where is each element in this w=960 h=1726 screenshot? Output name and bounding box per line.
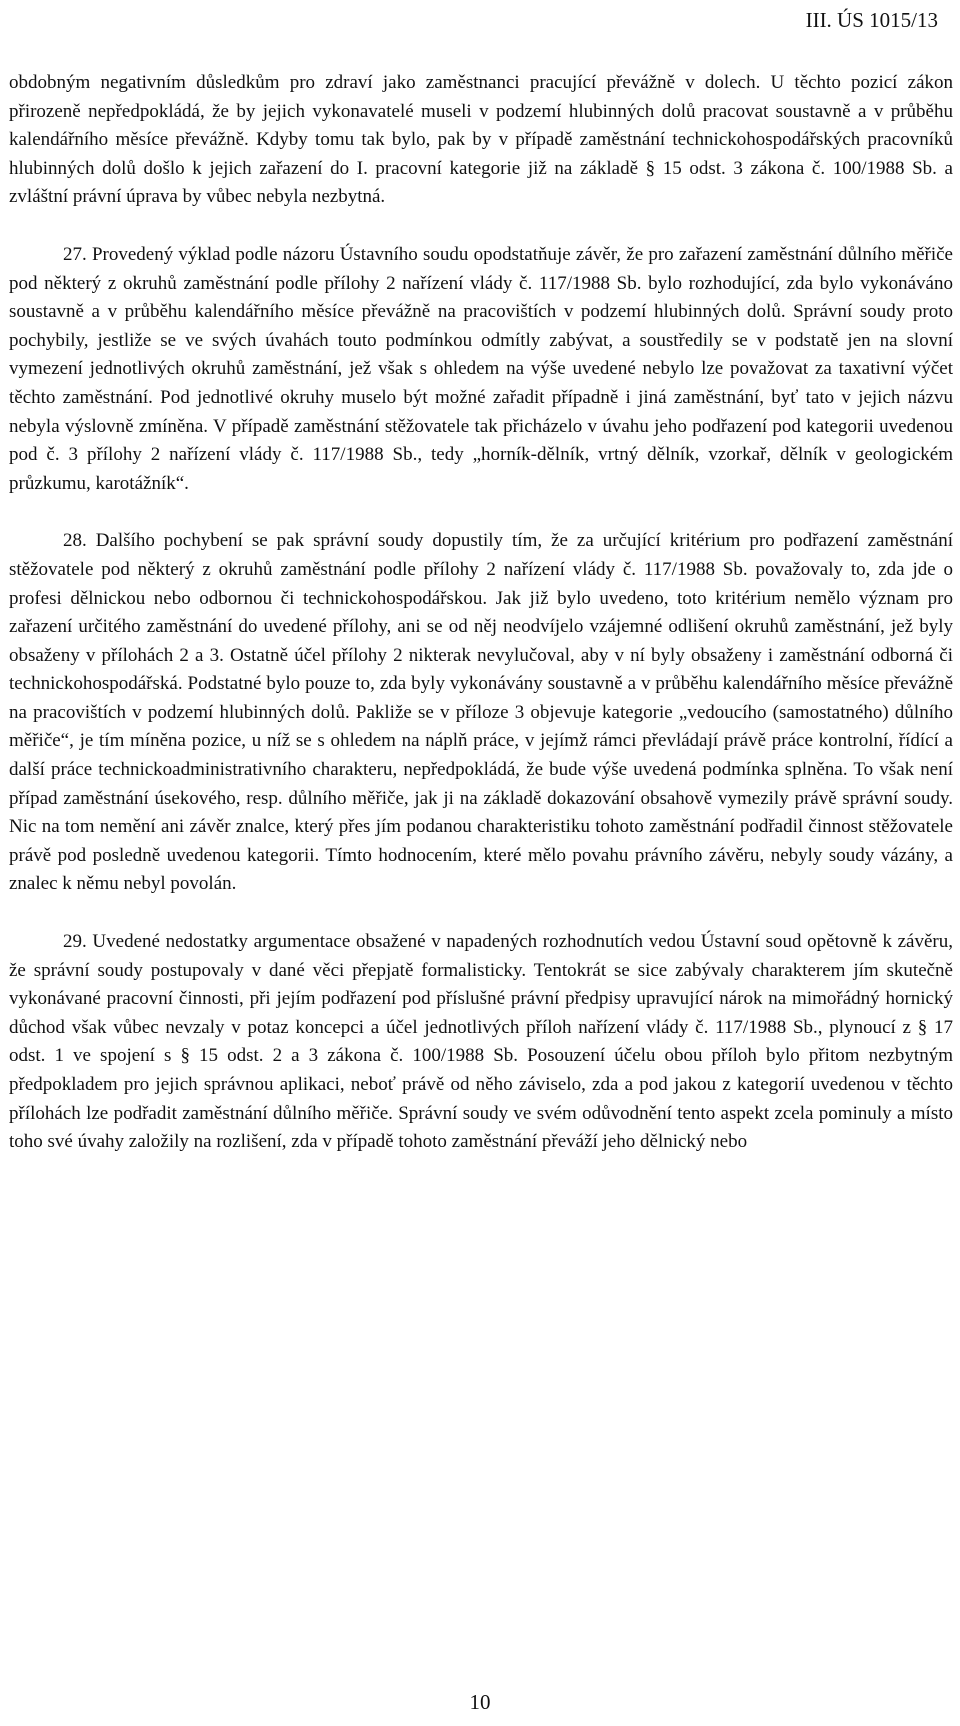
paragraph-28: 28. Dalšího pochybení se pak správní soudy dopustily tím, že za určující kritérium pro podřazení zaměstnání stěžovatele pod některý z okruhů zaměstnání podle přílohy 2 nařízení vlády č. 117/1988 Sb. považovaly to, zda jde o profesi dělnickou nebo odbornou či technickohospodářskou. Jak již bylo uvedeno, toto kritérium nemělo význam pro zařazení určitého zaměstnání do uvedené přílohy, ani se od něj neodvíjelo vzájemné odlišení okruhů zaměstnání, jež byly obsaženy v přílohách 2 a 3. Ostatně účel přílohy 2 nikterak nevylučoval, aby v ní byly obsaženy i zaměstnání odborná či technickohospodářská. Podstatné bylo pouze to, zda byly vykonávány soustavně a v průběhu kalendářního měsíce převážně na pracovištích v podzemí hlubinných dolů. Pakliže se v příloze 3 objevuje kategorie „vedoucího (samostatného) důlního měřiče“, je tím míněna pozice, u níž se s ohledem na náplň práce, v jejímž rámci převládají právě práce kontrolní, řídící a další práce technickoadministrativního charakteru, nepředpokládá, že bude výše uvedená podmínka splněna. To však není případ zaměstnání úsekového, resp. důlního měřiče, jak ji na základě dokazování obsahově vymezily právě správní soudy. Nic na tom nemění ani závěr znalce, který přes jím podanou charakteristiku tohoto zaměstnání podřadil činnost stěžovatele právě pod posledně uvedenou kategorii. Tímto hodnocením, které mělo povahu právního závěru, nebyly soudy vázány, a znalec k němu nebyl povolán.: [9, 530, 953, 895]
document-body: [9, 69, 953, 1157]
paragraph-continued: obdobným negativním důsledkům pro zdraví jako zaměstnanci pracující převážně v dolech. U těchto pozicí zákon přirozeně nepředpokládá, že by jejich vykonavatelé museli v podzemí hlubinných dolů pracovat soustavně a v průběhu kalendářního měsíce převážně. Kdyby tomu tak bylo, pak by v případě zaměstnání technickohospodářských pracovníků hlubinných dolů došlo k jejich zařazení do I. pracovní kategorie již na základě § 15 odst. 3 zákona č. 100/1988 Sb. a zvláštní právní úprava by vůbec nebyla nezbytná.: [9, 72, 953, 208]
case-reference-header: III. ÚS 1015/13: [805, 8, 938, 32]
paragraph-29: 29. Uvedené nedostatky argumentace obsažené v napadených rozhodnutích vedou Ústavní soud opětovně k závěru, že správní soudy postupovaly v dané věci přepjatě formalisticky. Tentokrát se sice zabývaly charakterem jím skutečně vykonávané pracovní činnosti, při jejím podřazení pod příslušné právní předpisy upravující nárok na mimořádný hornický důchod však vůbec nevzaly v potaz koncepci a účel jednotlivých příloh nařízení vlády č. 117/1988 Sb., plynoucí z § 17 odst. 1 ve spojení s § 15 odst. 2 a 3 zákona č. 100/1988 Sb. Posouzení účelu obou příloh bylo přitom nezbytným předpokladem pro jejich správnou aplikaci, neboť právě od něho záviselo, zda a pod jakou z kategorií uvedenou v těchto přílohách lze podřadit zaměstnání důlního měřiče. Správní soudy ve svém odůvodnění tento aspekt zcela pominuly a místo toho své úvahy založily na rozlišení, zda v případě tohoto zaměstnání převáží jeho dělnický nebo: [9, 931, 953, 1153]
page-number: 10: [469, 1690, 491, 1714]
paragraph-27: 27. Provedený výklad podle názoru Ústavního soudu opodstatňuje závěr, že pro zařazení zaměstnání důlního měřiče pod některý z okruhů zaměstnání podle přílohy 2 nařízení vlády č. 117/1988 Sb. bylo rozhodující, zda bylo vykonáváno soustavně a v průběhu kalendářního měsíce převážně na pracovištích v podzemí hlubinných dolů. Správní soudy proto pochybily, jestliže se ve svých úvahách touto podmínkou odmítly zabývat, a soustředily se v podstatě jen na slovní vymezení jednotlivých okruhů zaměstnání, jež však s ohledem na výše uvedené nebylo lze považovat za taxativní výčet těchto zaměstnání. Pod jednotlivé okruhy muselo být možné zařadit případně i jiná zaměstnání, byť tato v jejich názvu nebyla výslovně zmíněna. V případě zaměstnání stěžovatele tak přicházelo v úvahu jeho podřazení pod kategorii uvedenou pod č. 3 přílohy 2 nařízení vlády č. 117/1988 Sb., tedy „horník-dělník, vrtný dělník, vzorkař, dělník v geologickém průzkumu, karotážník“.: [9, 243, 953, 494]
